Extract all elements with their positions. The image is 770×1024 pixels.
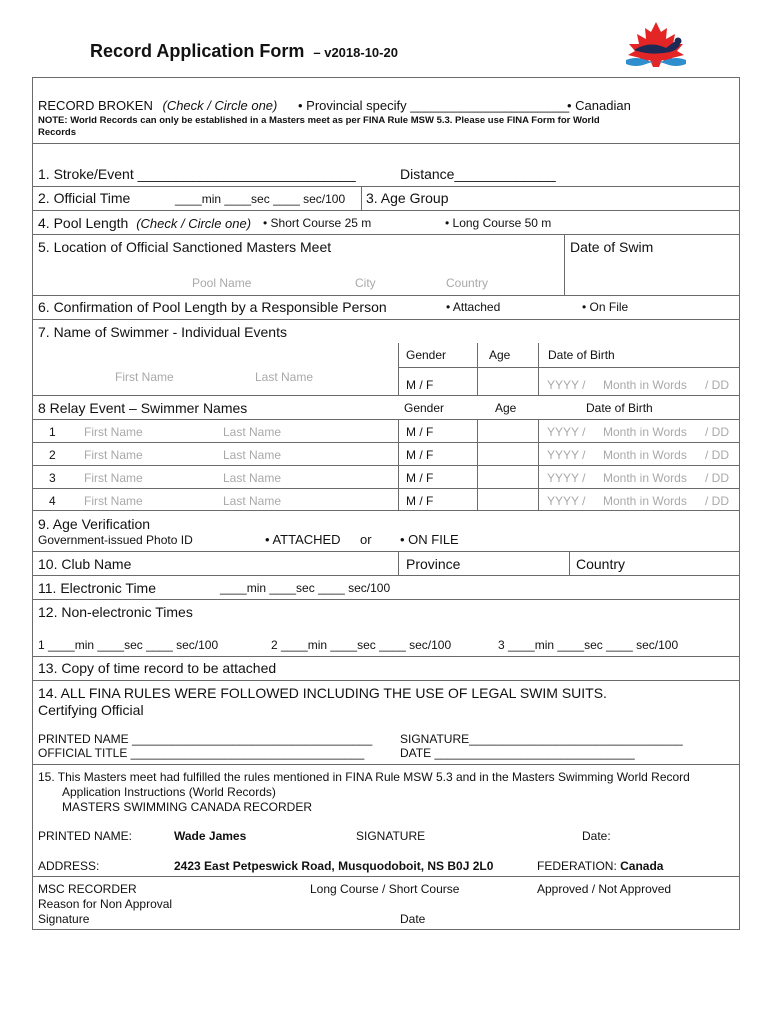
relay-dob-header: Date of Birth (586, 401, 653, 415)
photo-id-on-file-option[interactable]: • ON FILE (400, 532, 459, 547)
non-electronic-time-2[interactable]: 2 ____min ____sec ____ sec/100 (271, 638, 452, 652)
canadian-option[interactable]: • Canadian (567, 98, 631, 113)
note (38, 115, 600, 126)
relay-row-number: 1 (49, 425, 56, 439)
electronic-time-fields[interactable]: ____min ____sec ____ sec/100 (220, 581, 391, 595)
relay-dob-month-field[interactable]: Month in Words (603, 425, 687, 439)
age-group-field[interactable]: 3. Age Group (366, 190, 449, 206)
relay-age-header: Age (495, 401, 517, 415)
recorder-printed-name-value: Wade James (174, 829, 247, 843)
federation-label: FEDERATION: (537, 859, 617, 873)
last-name-field[interactable]: Last Name (255, 370, 314, 384)
non-approval-reason-field[interactable]: Reason for Non Approval (38, 897, 173, 911)
photo-id-label: Government-issued Photo ID (38, 533, 193, 547)
pool-length-row (38, 215, 251, 231)
relay-dob-day-field[interactable]: / DD (705, 471, 729, 485)
date-of-swim-field[interactable]: Date of Swim (570, 239, 654, 255)
relay-dob-month-field[interactable]: Month in Words (603, 494, 687, 508)
certifying-official-label: Certifying Official (38, 702, 144, 718)
relay-dob-day-field[interactable]: / DD (705, 448, 729, 462)
official-signature-field[interactable]: SIGNATURE________________________________ (400, 732, 683, 746)
club-name-field[interactable]: 10. Club Name (38, 556, 132, 572)
relay-gender-field[interactable]: M / F (406, 425, 434, 439)
province-field[interactable]: Province (406, 556, 461, 572)
masters-meet-statement: 15. This Masters meet had fulfilled the rules mentioned in FINA Rule MSW 5.3 and in the Masters Swimming World Record (38, 770, 690, 784)
relay-dob-year-field[interactable]: YYYY / (547, 448, 586, 462)
relay-last-name-field[interactable]: Last Name (223, 471, 282, 485)
relay-row-number: 3 (49, 471, 56, 485)
masters-meet-statement-2: Application Instructions (World Records) (62, 785, 276, 799)
gender-field[interactable]: M / F (406, 378, 434, 392)
relay-row-number: 2 (49, 448, 56, 462)
non-electronic-time-1[interactable]: 1 ____min ____sec ____ sec/100 (38, 638, 219, 652)
non-electronic-times-label: 12. Non-electronic Times (38, 604, 193, 620)
official-time-label: 2. Official Time (38, 190, 131, 206)
dob-header: Date of Birth (548, 348, 615, 362)
pool-length-label: 4. Pool Length (38, 215, 129, 231)
relay-gender-field[interactable]: M / F (406, 494, 434, 508)
relay-row-number: 4 (49, 494, 56, 508)
copy-time-record-label: 13. Copy of time record to be attached (38, 660, 277, 676)
official-time-fields[interactable]: ____min ____sec ____ sec/100 (175, 192, 346, 206)
recorder-printed-name-label: PRINTED NAME: (38, 829, 133, 843)
city-field[interactable]: City (355, 276, 376, 290)
gender-header: Gender (406, 348, 447, 362)
photo-id-attached-option[interactable]: • ATTACHED (265, 532, 341, 547)
msc-recorder-label: MSC RECORDER (38, 882, 137, 896)
relay-gender-field[interactable]: M / F (406, 471, 434, 485)
relay-dob-day-field[interactable]: / DD (705, 425, 729, 439)
federation-value: Canada (620, 859, 664, 873)
recorder-date-label: Date: (582, 829, 611, 843)
pool-name-field[interactable]: Pool Name (192, 276, 252, 290)
non-electronic-time-3[interactable]: 3 ____min ____sec ____ sec/100 (498, 638, 679, 652)
relay-dob-year-field[interactable]: YYYY / (547, 425, 586, 439)
fina-rules-statement: 14. ALL FINA RULES WERE FOLLOWED INCLUDING THE USE OF LEGAL SWIM SUITS. (38, 685, 607, 701)
relay-dob-day-field[interactable]: / DD (705, 494, 729, 508)
address-label: ADDRESS: (38, 859, 100, 873)
msc-recorder-heading: MASTERS SWIMMING CANADA RECORDER (62, 800, 313, 814)
relay-swimmers-label: 8 Relay Event – Swimmer Names (38, 400, 248, 416)
federation-row (537, 859, 663, 873)
long-course-option[interactable]: • Long Course 50 m (445, 216, 552, 230)
age-verification-label: 9. Age Verification (38, 516, 151, 532)
country-field[interactable]: Country (446, 276, 489, 290)
relay-gender-header: Gender (404, 401, 445, 415)
distance-field[interactable]: Distance_____________ (400, 166, 556, 182)
relay-dob-month-field[interactable]: Month in Words (603, 471, 687, 485)
official-printed-name-field[interactable]: PRINTED NAME ____________________________________ (38, 732, 373, 746)
record-broken-row (38, 98, 277, 113)
relay-last-name-field[interactable]: Last Name (223, 425, 282, 439)
relay-dob-month-field[interactable]: Month in Words (603, 448, 687, 462)
relay-last-name-field[interactable]: Last Name (223, 448, 282, 462)
version-label: – v2018-10-20 (313, 45, 398, 60)
official-date-field[interactable]: DATE ______________________________ (400, 746, 635, 760)
individual-swimmer-label: 7. Name of Swimmer - Individual Events (38, 324, 287, 340)
club-country-field[interactable]: Country (576, 556, 626, 572)
note-label: NOTE: (38, 115, 68, 126)
dob-year-field[interactable]: YYYY / (547, 378, 586, 392)
first-name-field[interactable]: First Name (115, 370, 174, 384)
dob-month-field[interactable]: Month in Words (603, 378, 687, 392)
note-text: World Records can only be established in a Masters meet as per FINA Rule MSW 5.3. Please use FINA Form for World (70, 115, 600, 126)
page-title: Record Application Form – v2018-10-20 (90, 41, 398, 61)
dob-day-field[interactable]: / DD (705, 378, 729, 392)
or-label: or (360, 532, 372, 547)
short-course-option[interactable]: • Short Course 25 m (263, 216, 372, 230)
meet-location-label: 5. Location of Official Sanctioned Masters Meet (38, 239, 332, 255)
recorder-signature-label: SIGNATURE (356, 829, 426, 843)
note-text-continued: Records (38, 127, 77, 138)
electronic-time-label: 11. Electronic Time (38, 580, 157, 596)
confirmation-attached-option[interactable]: • Attached (446, 300, 501, 314)
record-broken-instruction: (Check / Circle one) (162, 98, 278, 113)
confirmation-on-file-option[interactable]: • On File (582, 300, 629, 314)
pool-confirmation-label: 6. Confirmation of Pool Length by a Responsible Person (38, 299, 387, 315)
approval-selection[interactable]: Approved / Not Approved (537, 882, 672, 896)
pool-length-instruction: (Check / Circle one) (136, 216, 252, 231)
address-value: 2423 East Petpeswick Road, Musquodoboit, NS B0J 2L0 (174, 859, 494, 873)
official-title-field[interactable]: OFFICIAL TITLE ___________________________________ (38, 746, 365, 760)
record-broken-label: RECORD BROKEN (38, 98, 153, 113)
relay-dob-year-field[interactable]: YYYY / (547, 471, 586, 485)
recorder-approval-date-field[interactable]: Date (400, 912, 426, 926)
relay-last-name-field[interactable]: Last Name (223, 494, 282, 508)
relay-first-name-field[interactable]: First Name (84, 494, 143, 508)
relay-first-name-field[interactable]: First Name (84, 448, 143, 462)
relay-gender-field[interactable]: M / F (406, 448, 434, 462)
relay-first-name-field[interactable]: First Name (84, 471, 143, 485)
relay-first-name-field[interactable]: First Name (84, 425, 143, 439)
stroke-event-field[interactable]: 1. Stroke/Event ____________________________ (38, 166, 356, 182)
provincial-option[interactable]: • Provincial specify ______________________ (298, 98, 570, 113)
age-header: Age (489, 348, 511, 362)
recorder-signature-field[interactable]: Signature (38, 912, 90, 926)
masters-swimming-canada-logo (622, 20, 690, 72)
relay-dob-year-field[interactable]: YYYY / (547, 494, 586, 508)
course-selection[interactable]: Long Course / Short Course (310, 882, 460, 896)
